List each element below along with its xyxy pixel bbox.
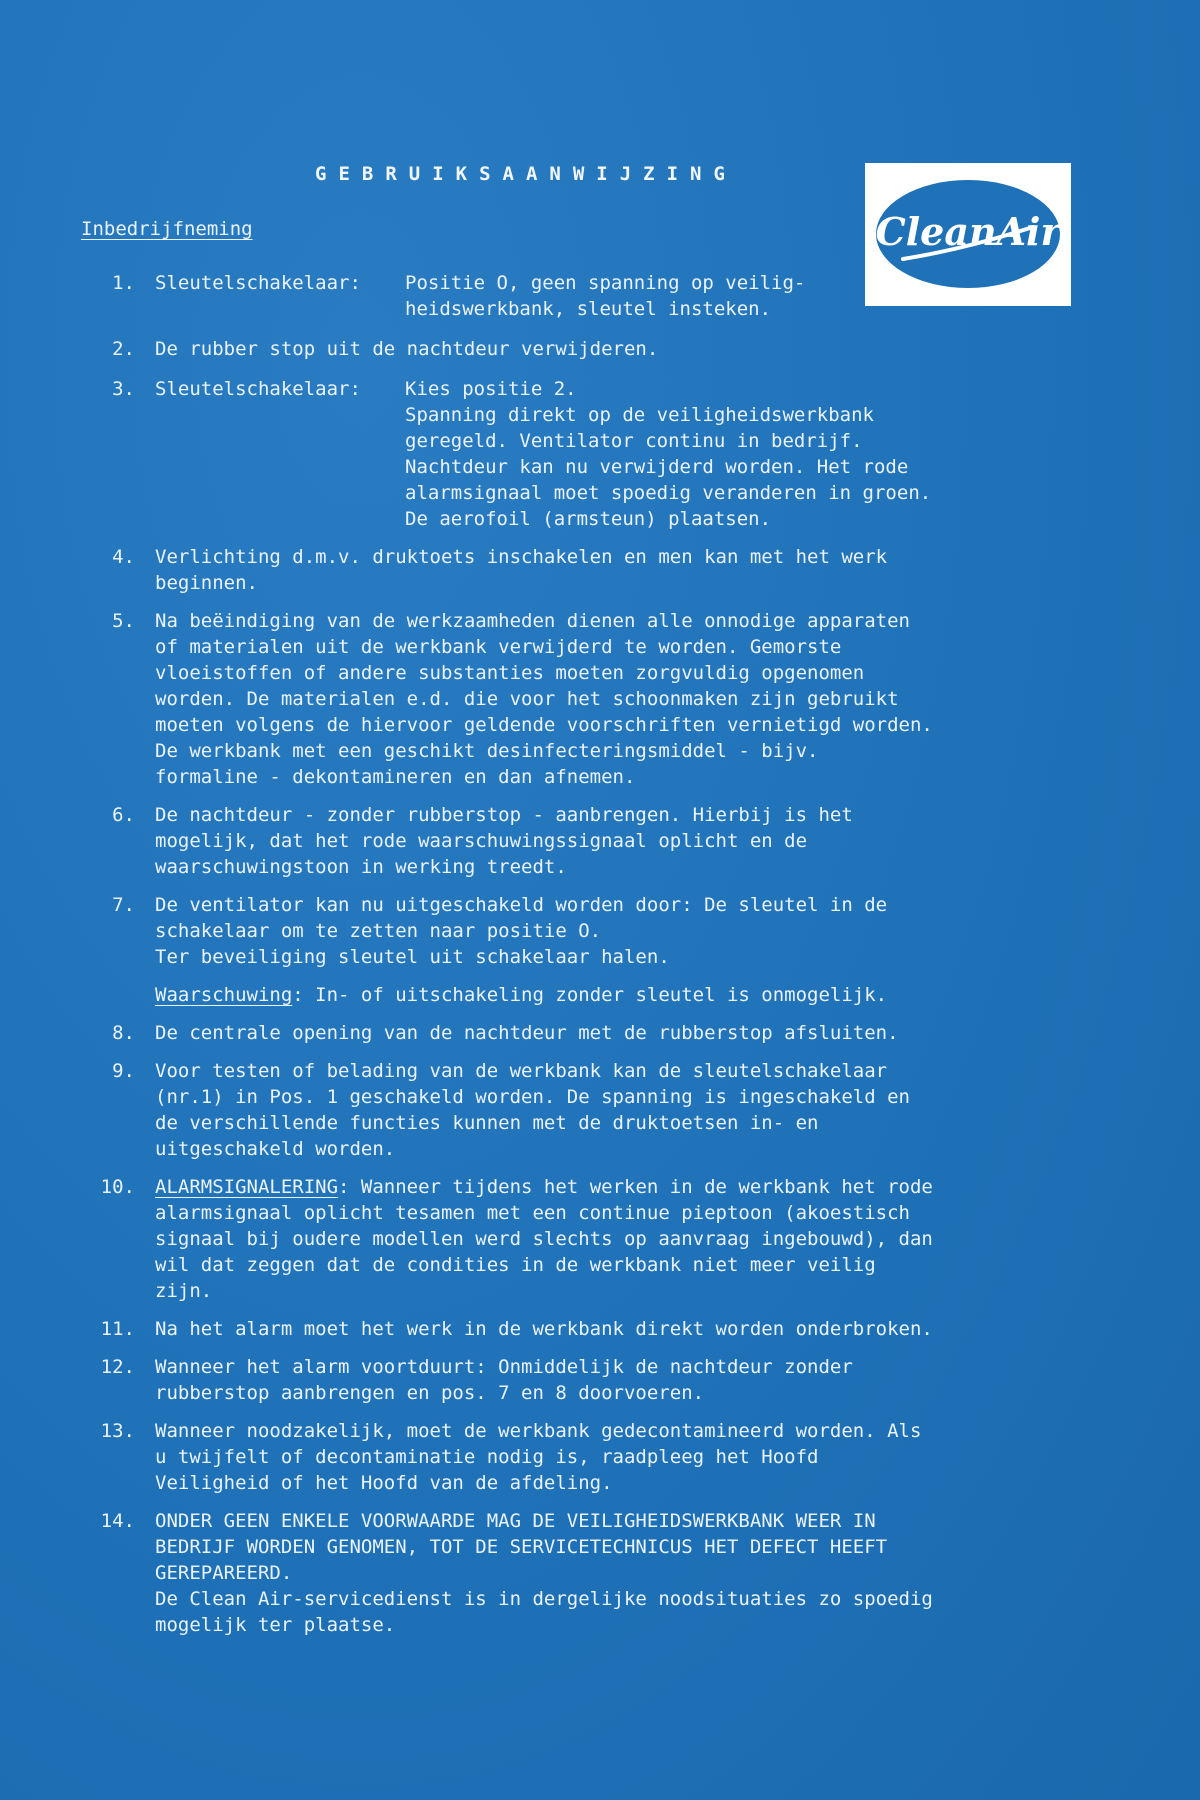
- item-text: De nachtdeur - zonder rubberstop - aanbrengen. Hierbij is het mogelijk, dat het rode waarschuwingssignaal oplicht en de waarschuwingstoon in werking treedt.: [155, 804, 853, 878]
- instruction-list: [80, 270, 1040, 1638]
- list-item: [80, 376, 1040, 532]
- item-key: Sleutelschakelaar:: [155, 272, 361, 294]
- alarm-heading: ALARMSIGNALERING: [155, 1176, 339, 1198]
- item-text: Wanneer noodzakelijk, moet de werkbank gedecontamineerd worden. Als u twijfelt of decontaminatie nodig is, raadpleeg het Hoofd Veiligheid of het Hoofd van de afdeling.: [155, 1420, 922, 1494]
- item-number: 4.: [112, 546, 135, 568]
- list-item: [80, 892, 1040, 970]
- item-text: ONDER GEEN ENKELE VOORWAARDE MAG DE VEILIGHEIDSWERKBANK WEER IN BEDRIJF WORDEN GENOMEN, TOT DE SERVICETECHNICUS HET DEFECT HEEFT GEREPAREERD. De Clean Air-servicedienst is in dergelijke noodsituaties zo spoedig mogelijk ter plaatse.: [155, 1510, 933, 1636]
- item-number: 6.: [112, 804, 135, 826]
- item-number: 14.: [100, 1510, 135, 1532]
- warning-note: [155, 982, 1040, 1008]
- list-item: [80, 802, 1040, 880]
- list-item: [80, 336, 1040, 362]
- item-text: : Wanneer tijdens het werken in de werkbank het rode alarmsignaal oplicht tesamen met een continue pieptoon (akoestisch signaal bij oudere modellen werd slechts op aanvraag ingebouwd), dan wil dat zeggen dat de condities in de werkbank niet meer veilig zijn.: [155, 1176, 933, 1302]
- page-title: GEBRUIKSAANWIJZING: [315, 163, 737, 185]
- item-text: Positie O, geen spanning op veilig- heidswerkbank, sleutel insteken.: [405, 272, 806, 320]
- item-number: 13.: [100, 1420, 135, 1442]
- item-number: 2.: [112, 338, 135, 360]
- list-item: [80, 1508, 1040, 1638]
- logo-text: CleanAir: [875, 209, 1061, 254]
- item-text: Na beëindiging van de werkzaamheden dienen alle onnodige apparaten of materialen uit de werkbank verwijderd te worden. Gemorste vloeistoffen of andere substanties moeten zorgvuldig opgenomen worden. De materialen e.d. die voor het schoonmaken zijn gebruikt moeten volgens de hiervoor geldende voorschriften vernietigd worden. De werkbank met een geschikt desinfecteringsmiddel - bijv. formaline - dekontamineren en dan afnemen.: [155, 610, 933, 788]
- list-item: [80, 1058, 1040, 1162]
- item-text: Kies positie 2. Spanning direkt op de veiligheidswerkbank geregeld. Ventilator continu in bedrijf. Nachtdeur kan nu verwijderd worden. Het rode alarmsignaal moet spoedig veranderen in groen. De aerofoil (armsteun) plaatsen.: [405, 378, 932, 530]
- item-number: 11.: [100, 1318, 135, 1340]
- list-item: [80, 270, 1040, 322]
- list-item: [80, 1174, 1040, 1304]
- warning-label: Waarschuwing: [155, 984, 293, 1006]
- section-heading: Inbedrijfneming: [81, 218, 253, 240]
- list-item: [80, 608, 1040, 790]
- item-text: Voor testen of belading van de werkbank kan de sleutelschakelaar (nr.1) in Pos. 1 geschakeld worden. De spanning is ingeschakeld en de verschillende functies kunnen met de druktoetsen in- en uitgeschakeld worden.: [155, 1060, 910, 1160]
- item-number: 9.: [112, 1060, 135, 1082]
- item-number: 5.: [112, 610, 135, 632]
- item-text: De rubber stop uit de nachtdeur verwijderen.: [155, 338, 659, 360]
- item-number: 10.: [100, 1176, 135, 1198]
- list-item: [80, 1354, 1040, 1406]
- item-number: 1.: [112, 272, 135, 294]
- item-number: 3.: [112, 378, 135, 400]
- item-number: 8.: [112, 1022, 135, 1044]
- list-item: [80, 1020, 1040, 1046]
- item-text: Wanneer het alarm voortduurt: Onmiddelijk de nachtdeur zonder rubberstop aanbrengen en pos. 7 en 8 doorvoeren.: [155, 1356, 853, 1404]
- list-item: [80, 1316, 1040, 1342]
- item-text: De centrale opening van de nachtdeur met de rubberstop afsluiten.: [155, 1022, 899, 1044]
- warning-text: : In- of uitschakeling zonder sleutel is onmogelijk.: [292, 984, 888, 1006]
- item-text: De ventilator kan nu uitgeschakeld worden door: De sleutel in de schakelaar om te zetten naar positie O. Ter beveiliging sleutel uit schakelaar halen.: [155, 894, 888, 968]
- item-text: Verlichting d.m.v. druktoets inschakelen en men kan met het werk beginnen.: [155, 546, 888, 594]
- item-number: 7.: [112, 894, 135, 916]
- list-item: [80, 1418, 1040, 1496]
- list-item: [80, 544, 1040, 596]
- item-number: 12.: [100, 1356, 135, 1378]
- item-key: Sleutelschakelaar:: [155, 378, 361, 400]
- item-text: Na het alarm moet het werk in de werkbank direkt worden onderbroken.: [155, 1318, 933, 1340]
